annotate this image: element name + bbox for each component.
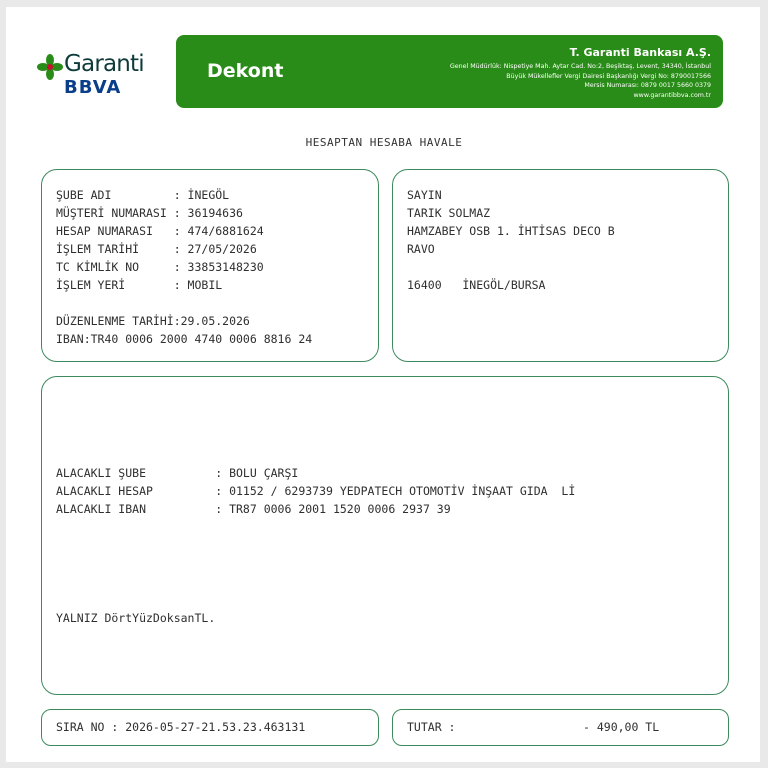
- bank-info: [450, 45, 711, 100]
- logo-brand-name: Garanti: [64, 51, 144, 77]
- issue-date-line: DÜZENLENME TARİHİ:29.05.2026: [56, 314, 250, 328]
- bank-website-line: www.garantibbva.com.tr: [633, 91, 711, 99]
- bank-name: T. Garanti Bankası A.Ş.: [569, 46, 711, 59]
- sequence-number: SIRA NO : 2026-05-27-21.53.23.463131: [56, 720, 306, 734]
- recipient-name-line: TARIK SOLMAZ: [407, 206, 491, 220]
- clover-logo-icon: [37, 54, 63, 80]
- customer-number-line: MÜŞTERİ NUMARASI : 36194636: [56, 206, 243, 220]
- sender-iban-line: IBAN:TR40 0006 2000 4740 0006 8816 24: [56, 332, 313, 346]
- garanti-bbva-logo: [37, 45, 157, 105]
- tc-id-line: TC KİMLİK NO : 33853148230: [56, 260, 264, 274]
- recipient-city-line: 16400 İNEGÖL/BURSA: [407, 278, 546, 292]
- account-number-line: HESAP NUMARASI : 474/6881624: [56, 224, 264, 238]
- branch-name-line: ŞUBE ADI : İNEGÖL: [56, 188, 230, 202]
- transaction-channel-line: İŞLEM YERİ : MOBIL: [56, 278, 223, 292]
- beneficiary-account-line: ALACAKLI HESAP : 01152 / 6293739 YEDPATECH OTOMOTİV İNŞAAT GIDA Lİ: [56, 484, 576, 498]
- beneficiary-iban-line: ALACAKLI IBAN : TR87 0006 2001 1520 0006 2937 39: [56, 502, 451, 516]
- total-amount-value: - 490,00 TL: [583, 720, 660, 734]
- bank-address-line: Genel Müdürlük: Nispetiye Mah. Aytar Cad. No:2, Beşiktaş, Levent, 34340, İstanbul: [449, 63, 711, 70]
- account-info-box: [41, 169, 379, 362]
- transaction-date-line: İŞLEM TARİHİ : 27/05/2026: [56, 242, 257, 256]
- transaction-type-heading: HESAPTAN HESABA HAVALE: [305, 136, 463, 149]
- beneficiary-branch-line: ALACAKLI ŞUBE : BOLU ÇARŞI: [56, 466, 299, 480]
- recipient-address-box: [392, 169, 729, 362]
- total-amount-box: [392, 709, 729, 746]
- logo-bbva-wordmark: BBVA: [64, 77, 122, 98]
- dekont-banner: [176, 35, 723, 108]
- transfer-details-box: [41, 376, 729, 695]
- bank-mersis-line: Mersis Numarası: 0879 0017 5660 0379: [584, 82, 711, 90]
- sequence-number-box: [41, 709, 379, 746]
- recipient-address-line-2: RAVO: [407, 242, 435, 256]
- salutation-line: SAYIN: [407, 188, 442, 202]
- bank-tax-line: Büyük Mükellefler Vergi Dairesi Başkanlığı Vergi No: 8790017566: [506, 72, 711, 80]
- amount-in-words: YALNIZ DörtYüzDoksanTL.: [56, 611, 216, 625]
- document-title: Dekont: [207, 60, 284, 82]
- total-label: TUTAR :: [407, 720, 456, 734]
- recipient-address-line-1: HAMZABEY OSB 1. İHTİSAS DECO B: [407, 224, 615, 238]
